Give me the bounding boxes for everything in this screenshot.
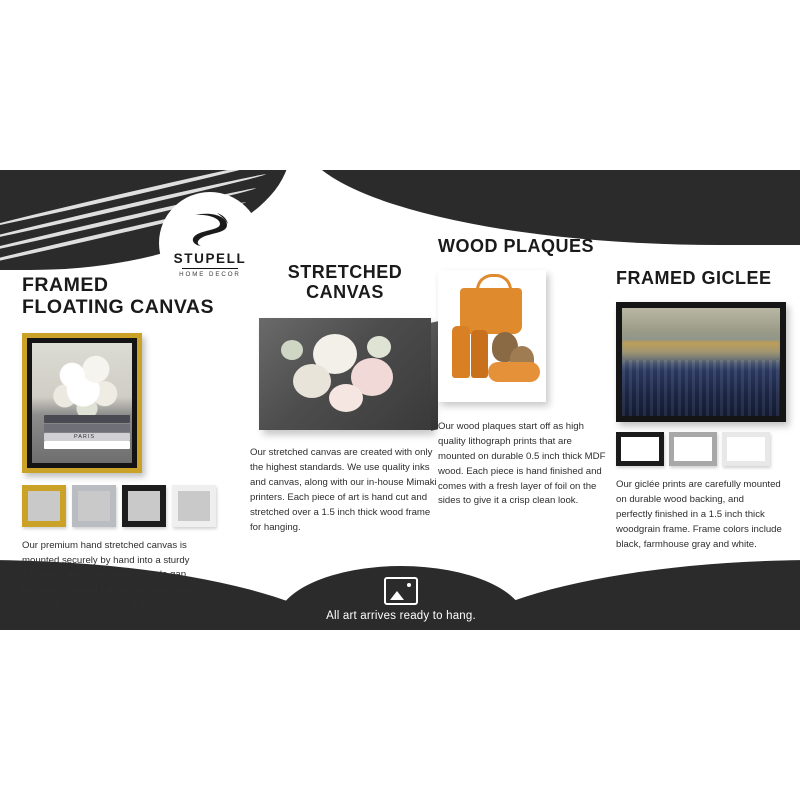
ribbon-text: All art arrives ready to hang. <box>326 610 476 622</box>
heading-line-1: STRETCHED <box>287 262 403 282</box>
swatch-white <box>172 485 216 527</box>
section-wood-plaques <box>438 236 610 509</box>
section-heading <box>250 262 440 302</box>
framed-giclee-artwork <box>616 302 786 422</box>
brand-tagline: HOME DECOR <box>179 270 241 278</box>
wood-plaque-artwork <box>438 270 546 402</box>
section-body-text: Our stretched canvas are created with only the highest standards. We use quality inks and canvas, along with our in-house Mimaki printers. Each piece of art is hand cut and stretched over a 1.5 inch thick wood frame for hanging. <box>250 447 437 533</box>
framed-floating-canvas-artwork <box>22 333 142 473</box>
section-body-text: Our wood plaques start off as high quality lithograph prints that are mounted on durable 0.5 inch thick MDF wood. Each piece is hand finished and comes with a fresh layer of foil on the sides to give it a crisp clean look. <box>438 421 606 507</box>
heading-line-1: FRAMED GICLEE <box>616 268 772 288</box>
section-body-text: Our giclée prints are carefully mounted on durable wood backing, and perfectly finished in a 1.5 inch thick woodgrain frame. Frame colors include black, farmhouse gray and white. <box>616 479 782 550</box>
boot-illustration <box>452 326 470 378</box>
heading-line-2: FLOATING CANVAS <box>22 295 215 318</box>
section-framed-floating-canvas <box>22 275 217 613</box>
brand-name: STUPELL <box>173 250 247 266</box>
stretched-canvas-artwork <box>259 318 431 430</box>
section-stretched-canvas <box>250 262 440 535</box>
infographic-band <box>0 170 800 630</box>
section-heading <box>616 268 786 288</box>
artwork-caption: PARIS <box>74 433 96 440</box>
swatch-black <box>122 485 166 527</box>
swatch-white <box>722 432 770 466</box>
boot-illustration <box>471 330 488 378</box>
heading-line-2: CANVAS <box>306 282 384 303</box>
section-body-text: Our premium hand stretched canvas is mounted securely by hand into a sturdy 1.5˝ box frame. The museum style gap between wrapped canvas and box frame gives the illusion of floating artwork. <box>22 539 195 611</box>
swatch-gold <box>22 485 66 527</box>
stupell-swan-logo-icon <box>187 209 233 249</box>
swatch-silver <box>72 485 116 527</box>
stacked-books-illustration <box>44 413 130 449</box>
swatch-black <box>616 432 664 466</box>
canvas-side-edge <box>431 322 438 431</box>
section-heading <box>438 236 610 256</box>
scarf-illustration <box>488 362 540 382</box>
swatch-gray <box>669 432 717 466</box>
section-framed-giclee <box>616 268 786 552</box>
heading-line-1: WOOD PLAQUES <box>438 236 595 256</box>
handbag-illustration <box>460 288 522 334</box>
brand-logo-badge <box>159 192 261 294</box>
ready-to-hang-ribbon <box>277 566 525 630</box>
decorative-swoosh-top-right <box>300 170 800 245</box>
framed-picture-icon <box>384 577 418 605</box>
brand-rule <box>182 268 238 269</box>
giclee-frame-swatches <box>616 432 786 466</box>
frame-color-swatches <box>22 485 217 527</box>
heading-line-1: FRAMED <box>22 274 109 296</box>
